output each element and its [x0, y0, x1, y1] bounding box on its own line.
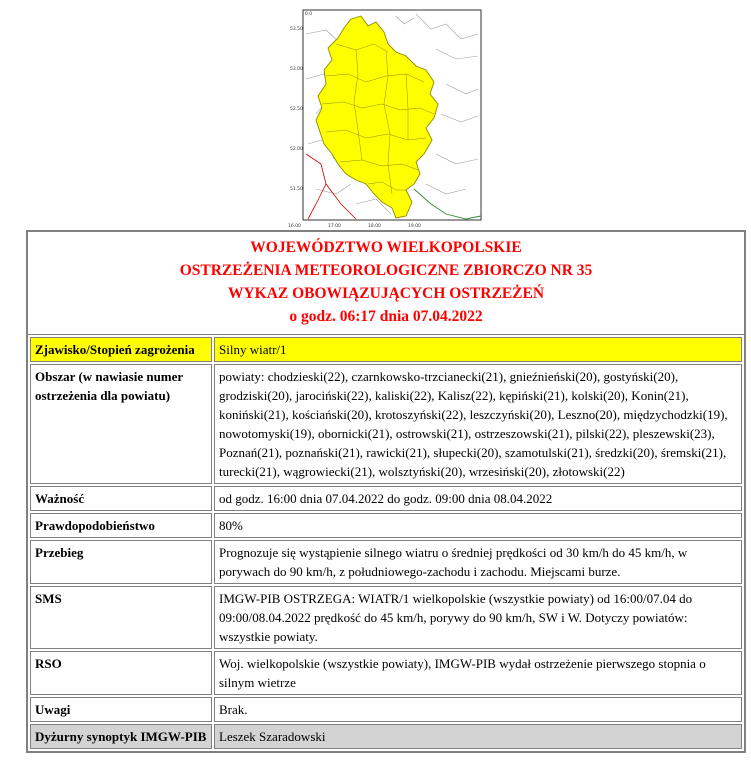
phenomenon-label: Zjawisko/Stopień zagrożenia	[30, 337, 212, 362]
notes-label: Uwagi	[30, 697, 212, 722]
region-map	[288, 4, 486, 230]
header-voivodeship: WOJEWÓDZTWO WIELKOPOLSKIE	[250, 239, 522, 256]
lon-label: 18.00	[368, 224, 381, 229]
map-svg	[288, 4, 486, 230]
map-corner-label: 0.0	[305, 12, 313, 17]
probability-label: Prawdopodobieństwo	[30, 513, 212, 538]
validity-value: od godz. 16:00 dnia 07.04.2022 do godz. 09:00 dnia 08.04.2022	[214, 486, 742, 511]
sms-value: IMGW-PIB OSTRZEGA: WIATR/1 wielkopolskie (wszystkie powiaty) od 16:00/07.04 do 09:00/08.04.2022 prędkość do 45 km/h, porywy do 90 km/h, SW i W. Dotyczy powiatów: wszystkie powiaty.	[214, 586, 742, 649]
rso-label: RSO	[30, 651, 212, 695]
lon-label: 19.00	[408, 224, 421, 229]
row-validity	[30, 486, 742, 511]
header-issue-time: o godz. 06:17 dnia 07.04.2022	[289, 308, 483, 325]
lat-label: 52.00	[290, 147, 303, 152]
header-list-title: WYKAZ OBOWIĄZUJĄCYCH OSTRZEŻEŃ	[227, 285, 545, 302]
validity-label: Ważność	[30, 486, 212, 511]
row-probability	[30, 513, 742, 538]
duty-value: Leszek Szaradowski	[214, 724, 742, 749]
header-bulletin-number: OSTRZEŻENIA METEOROLOGICZNE ZBIORCZO NR 35	[179, 262, 593, 279]
warning-sheet	[26, 230, 746, 753]
sms-label: SMS	[30, 586, 212, 649]
phenomenon-value: Silny wiatr/1	[214, 337, 742, 362]
area-label: Obszar (w nawiasie numer ostrzeżenia dla powiatu)	[30, 364, 212, 484]
row-notes	[30, 697, 742, 722]
probability-value: 80%	[214, 513, 742, 538]
lat-label: 52.50	[290, 107, 303, 112]
lon-label: 16.00	[288, 224, 301, 229]
area-value: powiaty: chodzieski(22), czarnkowsko-trzcianecki(21), gnieźnieński(20), gostyński(20), grodziski(20), jarociński(22), kaliski(22), Kalisz(22), kępiński(21), kolski(20), Konin(21), koniński(21), kościański(20), krotoszyński(22), leszczyński(20), Leszno(20), międzychodzki(19), nowotomyski(19), obornicki(21), ostrowski(21), ostrzeszowski(21), pilski(22), pleszewski(23), Poznań(21), poznański(21), rawicki(21), słupecki(20), szamotulski(21), średzki(20), śremski(21), turecki(21), wągrowiecki(21), wolsztyński(20), wrzesiński(20), złotowski(22)	[214, 364, 742, 484]
row-area	[30, 364, 742, 484]
notes-value: Brak.	[214, 697, 742, 722]
lon-label: 17.00	[328, 224, 341, 229]
lat-label: 53.50	[290, 27, 303, 32]
course-value: Prognozuje się wystąpienie silnego wiatru o średniej prędkości od 30 km/h do 45 km/h, w porywach do 90 km/h, z południowego-zachodu i zachodu. Miejscami burze.	[214, 540, 742, 584]
row-course	[30, 540, 742, 584]
row-duty-forecaster	[30, 724, 742, 749]
warning-header	[28, 232, 744, 335]
row-sms	[30, 586, 742, 649]
warning-table	[28, 335, 744, 751]
row-phenomenon	[30, 337, 742, 362]
rso-value: Woj. wielkopolskie (wszystkie powiaty), IMGW-PIB wydał ostrzeżenie pierwszego stopnia o silnym wietrze	[214, 651, 742, 695]
row-rso	[30, 651, 742, 695]
lat-label: 51.50	[290, 187, 303, 192]
duty-label: Dyżurny synoptyk IMGW-PIB	[30, 724, 212, 749]
course-label: Przebieg	[30, 540, 212, 584]
lat-label: 53.00	[290, 67, 303, 72]
